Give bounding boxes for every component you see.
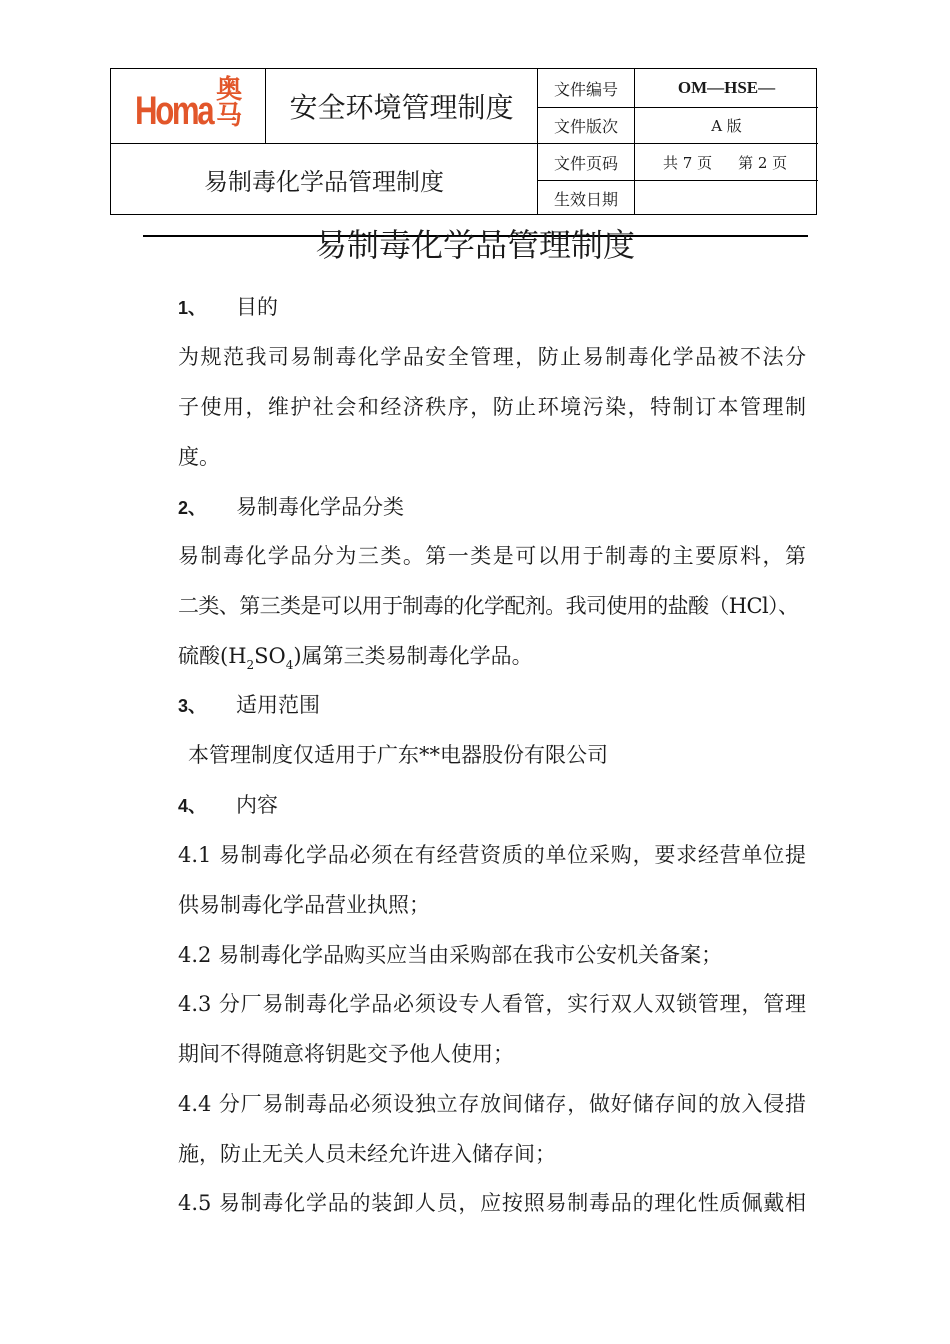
section-heading xyxy=(178,292,818,323)
formula-subscript: 4 xyxy=(285,658,294,672)
paragraph-line: 供易制毒化学品营业执照； xyxy=(178,893,430,917)
section-number: 4、 xyxy=(178,796,207,816)
formula-subscript: 2 xyxy=(246,658,255,672)
paragraph-line: 易制毒化学品分为三类。第一类是可以用于制毒的主要原料，第 xyxy=(178,544,806,568)
paragraph-line: 子使用，维护社会和经济秩序，防止环境污染，特制订本管理制 xyxy=(178,395,806,419)
document-header-table xyxy=(110,68,817,215)
doc-number-label: 文件编号 xyxy=(553,79,618,99)
doc-number-value: OM—HSE— xyxy=(677,78,776,97)
section-heading xyxy=(178,690,818,721)
effective-date-value xyxy=(635,181,818,215)
formula-prefix: 硫酸(H xyxy=(178,644,247,668)
doc-version-value: A 版 xyxy=(711,117,742,135)
paragraph-line: 4.2 易制毒化学品购买应当由采购部在我市公安机关备案； xyxy=(178,943,723,967)
section-title: 易制毒化学品分类 xyxy=(236,495,404,519)
paragraph-line: 4.3 分厂易制毒化学品必须设专人看管，实行双人双锁管理，管理 xyxy=(178,992,806,1016)
effective-date-label: 生效日期 xyxy=(553,189,618,209)
logo-latin-text: Homa xyxy=(135,89,213,133)
section-title: 目的 xyxy=(236,295,278,319)
section-title: 内容 xyxy=(236,793,278,817)
doc-version-label: 文件版次 xyxy=(553,117,618,136)
document-title: 易制毒化学品管理制度 xyxy=(314,226,635,264)
company-logo xyxy=(135,75,245,133)
system-title: 安全环境管理制度 xyxy=(289,91,514,124)
paragraph-line: 二类、第三类是可以用于制毒的化学配剂。我司使用的盐酸（HCl）、 xyxy=(178,594,799,618)
section-heading xyxy=(178,790,818,821)
paragraph-line: 本管理制度仅适用于广东**电器股份有限公司 xyxy=(188,743,608,767)
section-number: 1、 xyxy=(178,298,207,318)
paragraph-line: 期间不得随意将钥匙交予他人使用； xyxy=(178,1042,514,1066)
paragraph-line: 4.4 分厂易制毒品必须设独立存放间储存，做好储存间的放入侵措 xyxy=(178,1092,806,1116)
current-page: 第 2 页 xyxy=(738,153,788,172)
total-pages: 共 7 页 xyxy=(663,153,713,172)
paragraph-line: 度。 xyxy=(178,445,220,469)
logo-chinese-text: 奥马 xyxy=(216,75,241,131)
formula-suffix: )属第三类易制毒化学品。 xyxy=(293,644,533,668)
section-heading xyxy=(178,492,818,523)
section-number: 2、 xyxy=(178,498,207,518)
paragraph-line: 4.1 易制毒化学品必须在有经营资质的单位采购，要求经营单位提 xyxy=(178,843,806,867)
doc-pages-value xyxy=(635,144,818,180)
doc-subtitle: 易制毒化学品管理制度 xyxy=(204,168,444,196)
paragraph-line: 为规范我司易制毒化学品安全管理，防止易制毒化学品被不法分 xyxy=(178,345,806,369)
section-number: 3、 xyxy=(178,696,207,716)
paragraph-line: 施，防止无关人员未经允许进入储存间； xyxy=(178,1142,556,1166)
doc-pages-label: 文件页码 xyxy=(553,153,618,173)
paragraph-line-formula xyxy=(178,641,818,671)
formula-middle: SO xyxy=(254,644,286,668)
section-title: 适用范围 xyxy=(236,693,320,717)
paragraph-line: 4.5 易制毒化学品的装卸人员，应按照易制毒品的理化性质佩戴相 xyxy=(178,1191,806,1215)
